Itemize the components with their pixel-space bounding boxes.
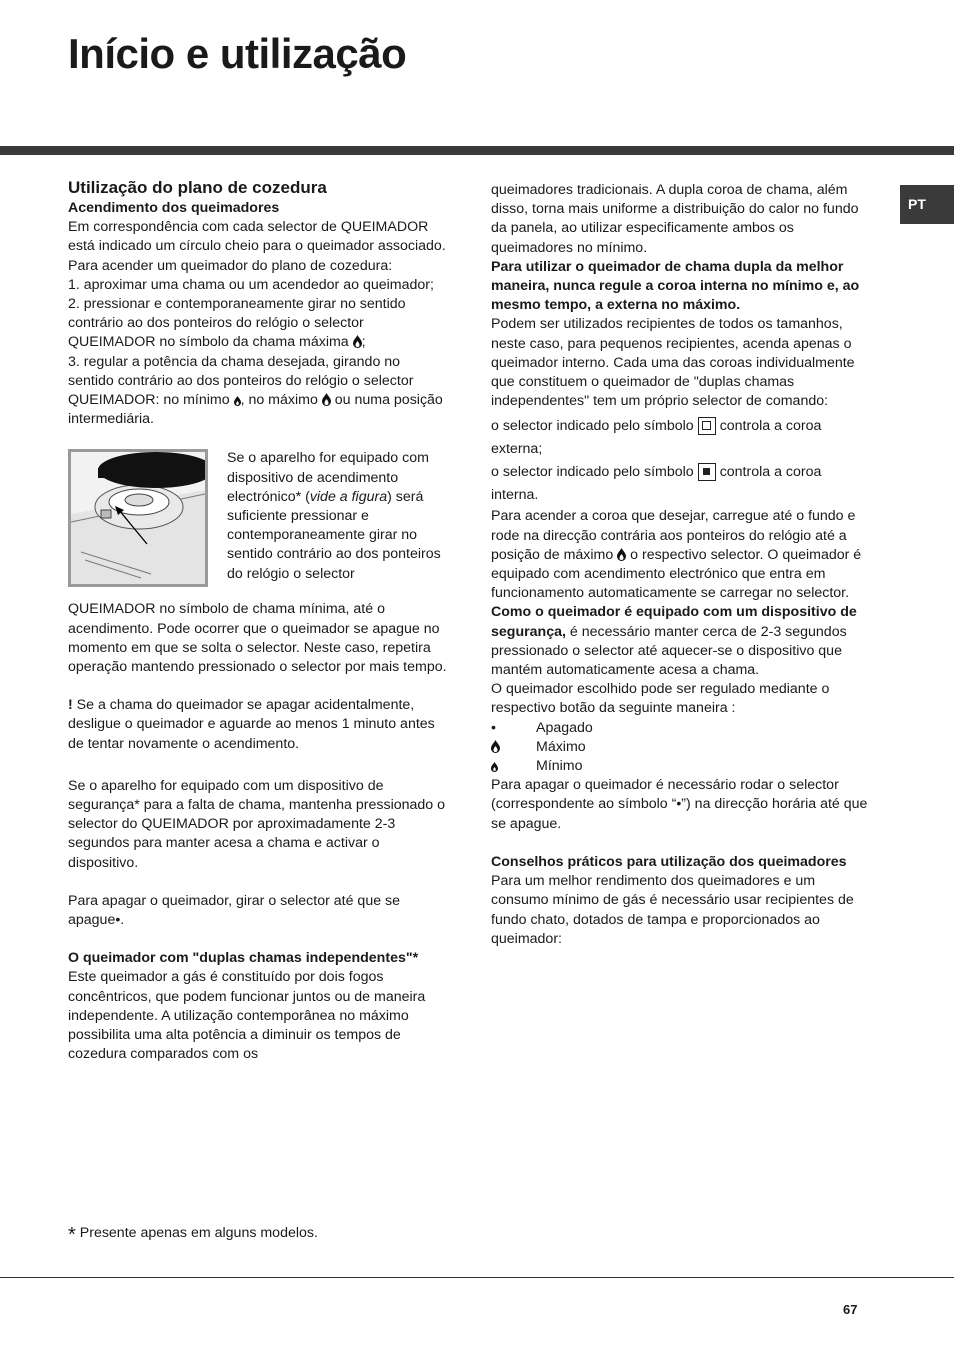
paragraph: Para um melhor rendimento dos queimadores e um consumo mínimo de gás é necessário usar recipientes de fundo chato, dotados de tampa e proporcionados ao queimador: [491, 873, 854, 947]
inner-crown-symbol-icon [698, 463, 716, 481]
paragraph: Em correspondência com cada selector de QUEIMADOR está indicado um círculo cheio para o queimador associado. [68, 219, 446, 255]
text: o respectivo selector. O queimador é equipado com acendimento electrónico que entra em funcionamento automaticamente se carregar no selector. [491, 546, 862, 602]
burner-illustration [68, 449, 208, 587]
paragraph: 1. aproximar uma chama ou um acendedor ao queimador; [68, 276, 434, 293]
text: Para acender a coroa que desejar, carregue até o fundo e rode na direcção contrária aos ponteiros do relógio até a posição de máximo [491, 508, 856, 563]
figure-caption-text [227, 449, 448, 583]
text: ou numa posição intermediária. [68, 392, 443, 428]
paragraph: queimadores tradicionais. A dupla coroa de chama, além disso, torna mais uniforme a distribuição do calor no fundo da panela, ao utilizar especificamente ambos os queimadores no mínimo. [491, 182, 859, 256]
burner-drawing [71, 452, 205, 584]
ignition-figure-block [68, 449, 448, 600]
text: 3. regular a potência da chama desejada, girando no sentido contrário ao dos ponteiros do relógio o selector QUEIMADOR: no mínimo [68, 353, 414, 409]
list-label: Apagado [536, 719, 593, 736]
text: Se o aparelho for equipado com dispositivo de acendimento electrónico* ( [227, 450, 429, 505]
paragraph [68, 353, 448, 430]
paragraph: Para apagar o queimador, girar o selector até que se apague•. [68, 892, 401, 929]
right-column [491, 181, 871, 949]
text: ) será suficiente pressionar e contemporaneamente girar no sentido contrário ao dos ponteiros do relógio o selector [227, 488, 441, 582]
flame-min-mark [491, 757, 536, 776]
flame-min-icon [234, 396, 241, 406]
footer-rule [0, 1277, 954, 1278]
paragraph [68, 295, 448, 353]
paragraph: O queimador escolhido pode ser regulado mediante o respectivo botão da seguinte maneira : [491, 681, 830, 717]
heading-dupla-chama: O queimador com "duplas chamas independentes"* [68, 950, 419, 967]
paragraph: Se o aparelho for equipado com um dispositivo de segurança* para a falta de chama, mantenha pressionado o selector do QUEIMADOR por aproximadamente 2-3 segundos para manter acesa a chama e activar o dispositivo. [68, 777, 446, 871]
footnote-star: * [68, 1224, 76, 1246]
paragraph [491, 603, 871, 680]
flame-max-icon [322, 393, 331, 406]
language-tab: PT [900, 185, 954, 224]
paragraph [491, 461, 871, 507]
bullet-mark: • [491, 719, 496, 736]
text: o selector indicado pelo símbolo [491, 464, 694, 481]
bold-paragraph: Para utilizar o queimador de chama dupla da melhor maneira, nunca regule a coroa interna no mínimo e, ao mesmo tempo, a externa no máximo. [491, 258, 860, 314]
flame-max-icon [353, 335, 362, 348]
list-label: Máximo [536, 738, 586, 755]
list-label: Mínimo [536, 758, 583, 775]
text: o selector indicado pelo símbolo [491, 418, 694, 435]
text: , no máximo [240, 392, 318, 409]
flame-min-icon [491, 762, 498, 772]
list-item [491, 757, 871, 776]
flame-max-icon [617, 548, 626, 561]
footnote-text: Presente apenas em alguns modelos. [79, 1225, 318, 1241]
left-column [68, 177, 448, 1065]
heading-acendimento: Acendimento dos queimadores [68, 200, 280, 216]
page-number: 67 [843, 1302, 858, 1317]
text: 2. pressionar e contemporaneamente girar no sentido contrário ao dos ponteiros do relógio o selector QUEIMADOR no símbolo da chama máxima [68, 296, 406, 351]
paragraph: Este queimador a gás é constituído por dois fogos concêntricos, que podem funcionar juntos ou de maneira independente. A utilização contemporânea no máximo possibilita uma alta potência a diminuir os tempos de cozedura comparados com os [68, 969, 426, 1063]
outer-crown-symbol-icon [698, 417, 716, 435]
page-title: Início e utilização [68, 30, 407, 77]
header-rule [0, 146, 954, 155]
paragraph [491, 415, 871, 461]
text: controla a coroa externa; [491, 418, 822, 458]
flame-max-icon [491, 740, 500, 753]
warning-paragraph [68, 696, 448, 754]
text-italic: vide a figura [309, 488, 388, 505]
flame-max-mark [491, 738, 536, 757]
paragraph [491, 507, 871, 603]
section-title: Utilização do plano de cozedura [68, 178, 327, 197]
warning-mark: ! [68, 697, 73, 714]
paragraph: Para apagar o queimador é necessário rodar o selector (correspondente ao símbolo “•”) na direcção horária até que se apague. [491, 777, 868, 832]
list-item [491, 738, 871, 757]
paragraph: Para acender um queimador do plano de cozedura: [68, 257, 393, 274]
paragraph: QUEIMADOR no símbolo de chama mínima, até o acendimento. Pode ocorrer que o queimador se apague no momento em que se solta o selector. Neste caso, repetira operação mantendo pressionado o selector por mais tempo. [68, 601, 447, 676]
footnote [68, 1224, 318, 1247]
heading-conselhos: Conselhos práticos para utilização dos queimadores [491, 853, 847, 870]
text: ; [361, 334, 366, 351]
list-item [491, 719, 871, 738]
text: é necessário manter cerca de 2-3 segundos pressionado o selector até aquecer-se o dispositivo que mantém automaticamente acesa a chama. [491, 623, 847, 679]
paragraph: Podem ser utilizados recipientes de todos os tamanhos, neste caso, para pequenos recipientes, acenda apenas o queimador interno. Cada uma das coroas individualmente que constituem o queimador de "duplas chamas independentes" tem um próprio selector de comando: [491, 316, 855, 410]
text: Se a chama do queimador se apagar acidentalmente, desligue o queimador e aguarde ao menos 1 minuto antes de tentar novamente o acendimento. [68, 697, 435, 752]
text: controla a coroa interna. [491, 464, 822, 504]
text-bold: Como o queimador é equipado com um dispositivo de segurança, [491, 604, 857, 640]
